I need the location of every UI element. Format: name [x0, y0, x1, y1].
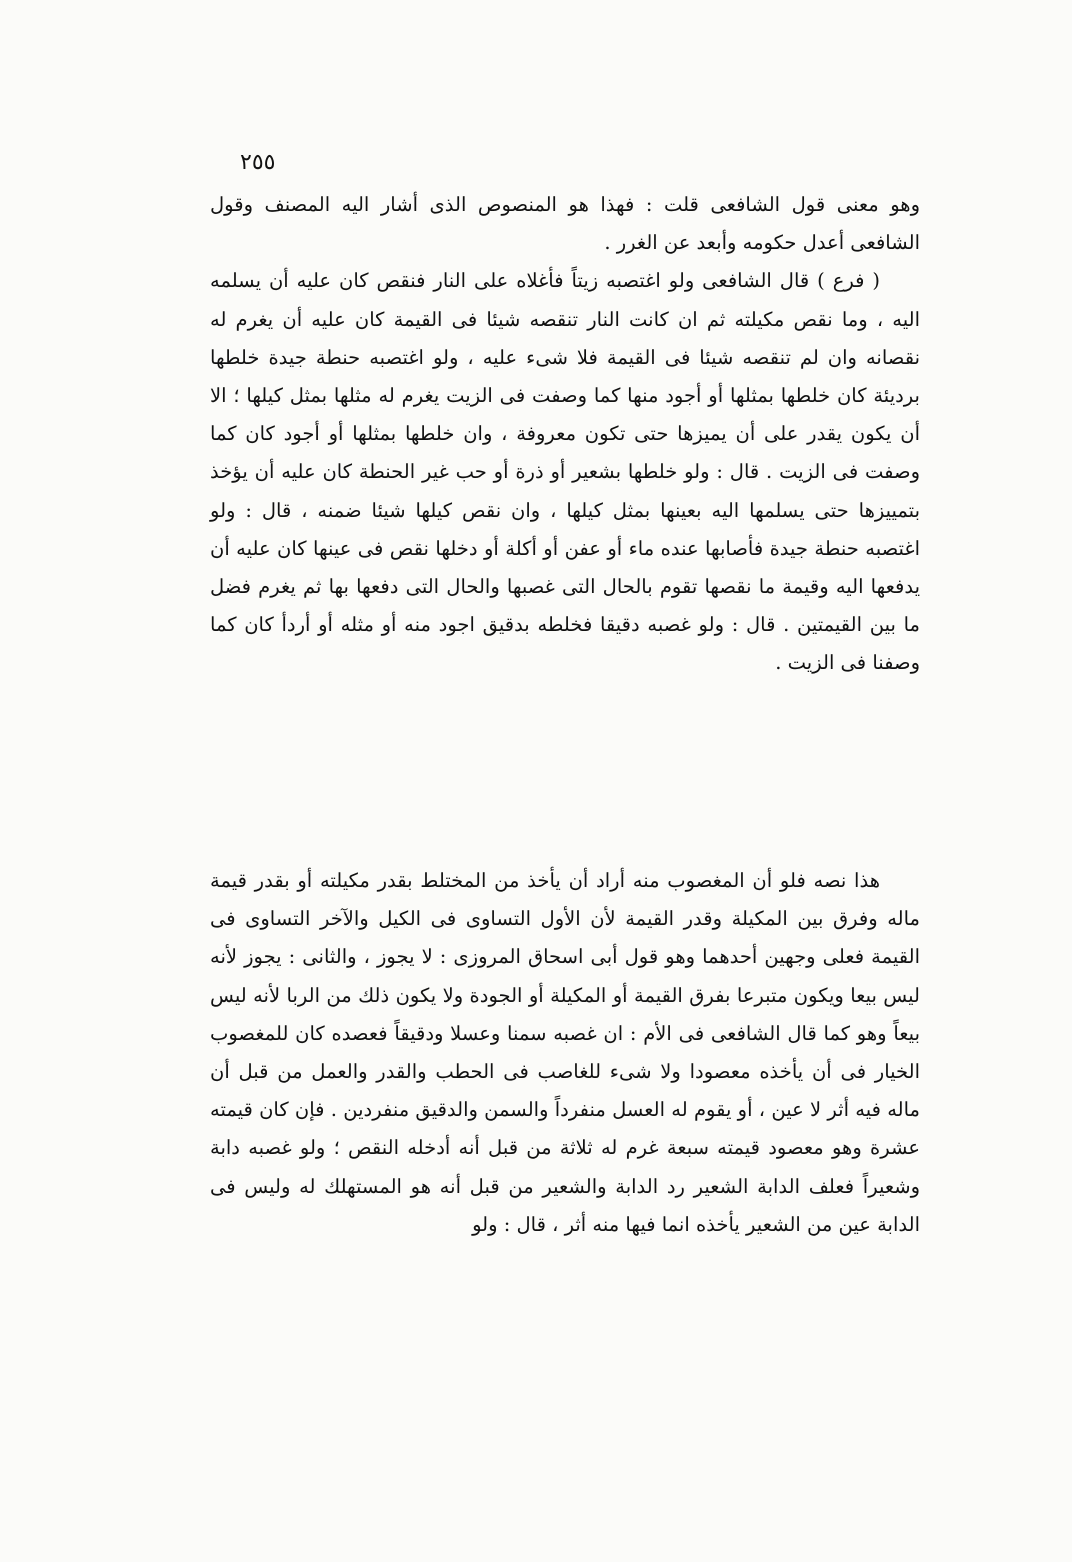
paragraph: ( فرع ) قال الشافعى ولو اغتصبه زيتاً فأغلاه على النار فنقص كان عليه أن يسلمه اليه ، وما نقص مكيلته ثم ان كانت النار تنقصه شيئا فى القيمة كان عليه أن يغرم له نقصانه وان لم تنقصه شيئا فى القيمة فلا شىء عليه ، ولو اغتصبه حنطة جيدة خلطها برديئة كان خلطها بمثلها أو أجود منها كما وصفت فى الزيت يغرم له مثلها بمثل كيلها ؛ الا أن يكون يقدر على أن يميزها حتى تكون معروفة ، وان خلطها بمثلها أو أجود كان كما وصفت فى الزيت . قال : ولو خلطها بشعير أو ذرة أو حب غير الحنطة كان عليه أن يؤخذ بتمييزها حتى يسلمها اليه بعينها بمثل كيلها ، وان نقص كيلها شيئا ضمنه ، قال : ولو اغتصبه حنطة جيدة فأصابها عنده ماء أو عفن أو أكلة أو دخلها نقص فى عينها كان عليه أن يدفعها اليه وقيمة ما نقصها تقوم بالحال التى غصبها والحال التى دفعها بها ثم يغرم فضل ما بين القيمتين . قال : ولو غصبه دقيقا فخلطه بدقيق اجود منه أو مثله أو أردأ كان كما وصفنا فى الزيت .	[210, 269, 920, 675]
paragraph: وهو معنى قول الشافعى قلت : فهذا هو المنصوص الذى أشار اليه المصنف وقول الشافعى أعدل حكومه وأبعد عن الغرر .	[210, 193, 920, 255]
paragraph: هذا نصه فلو أن المغصوب منه أراد أن يأخذ من المختلط بقدر مكيلته أو بقدر قيمة ماله وفرق بين المكيلة وقدر القيمة لأن الأول التساوى فى الكيل والآخر التساوى فى القيمة فعلى وجهين أحدهما وهو قول أبى اسحاق المروزى : لا يجوز ، والثانى : يجوز لأنه ليس بيعا ويكون متبرعا بفرق القيمة أو المكيلة أو الجودة ولا يكون ذلك من الربا لأنه ليس بيعاً وهو كما قال الشافعى فى الأم : ان غصبه سمنا وعسلا ودقيقاً فعصده كان للمغصوب الخيار فى أن يأخذه معصودا ولا شىء للغاصب فى الحطب والقدر والعمل من قبل أن ماله فيه أثر لا عين ، أو يقوم له العسل منفرداً والسمن والدقيق منفردين . فإن كان قيمته عشرة وهو معصود قيمته سبعة غرم له ثلاثة من قبل أنه أدخله النقص ؛ ولو غصبه دابة وشعيراً فعلف الدابة الشعير رد الدابة والشعير من قبل أنه هو المستهلك له وليس فى الدابة عين من الشعير يأخذه انما فيها منه أثر ، قال : ولو	[210, 869, 920, 1236]
page-number: ٢٥٥	[240, 150, 276, 175]
text-section-2	[210, 862, 920, 1244]
text-section-1	[210, 186, 920, 683]
